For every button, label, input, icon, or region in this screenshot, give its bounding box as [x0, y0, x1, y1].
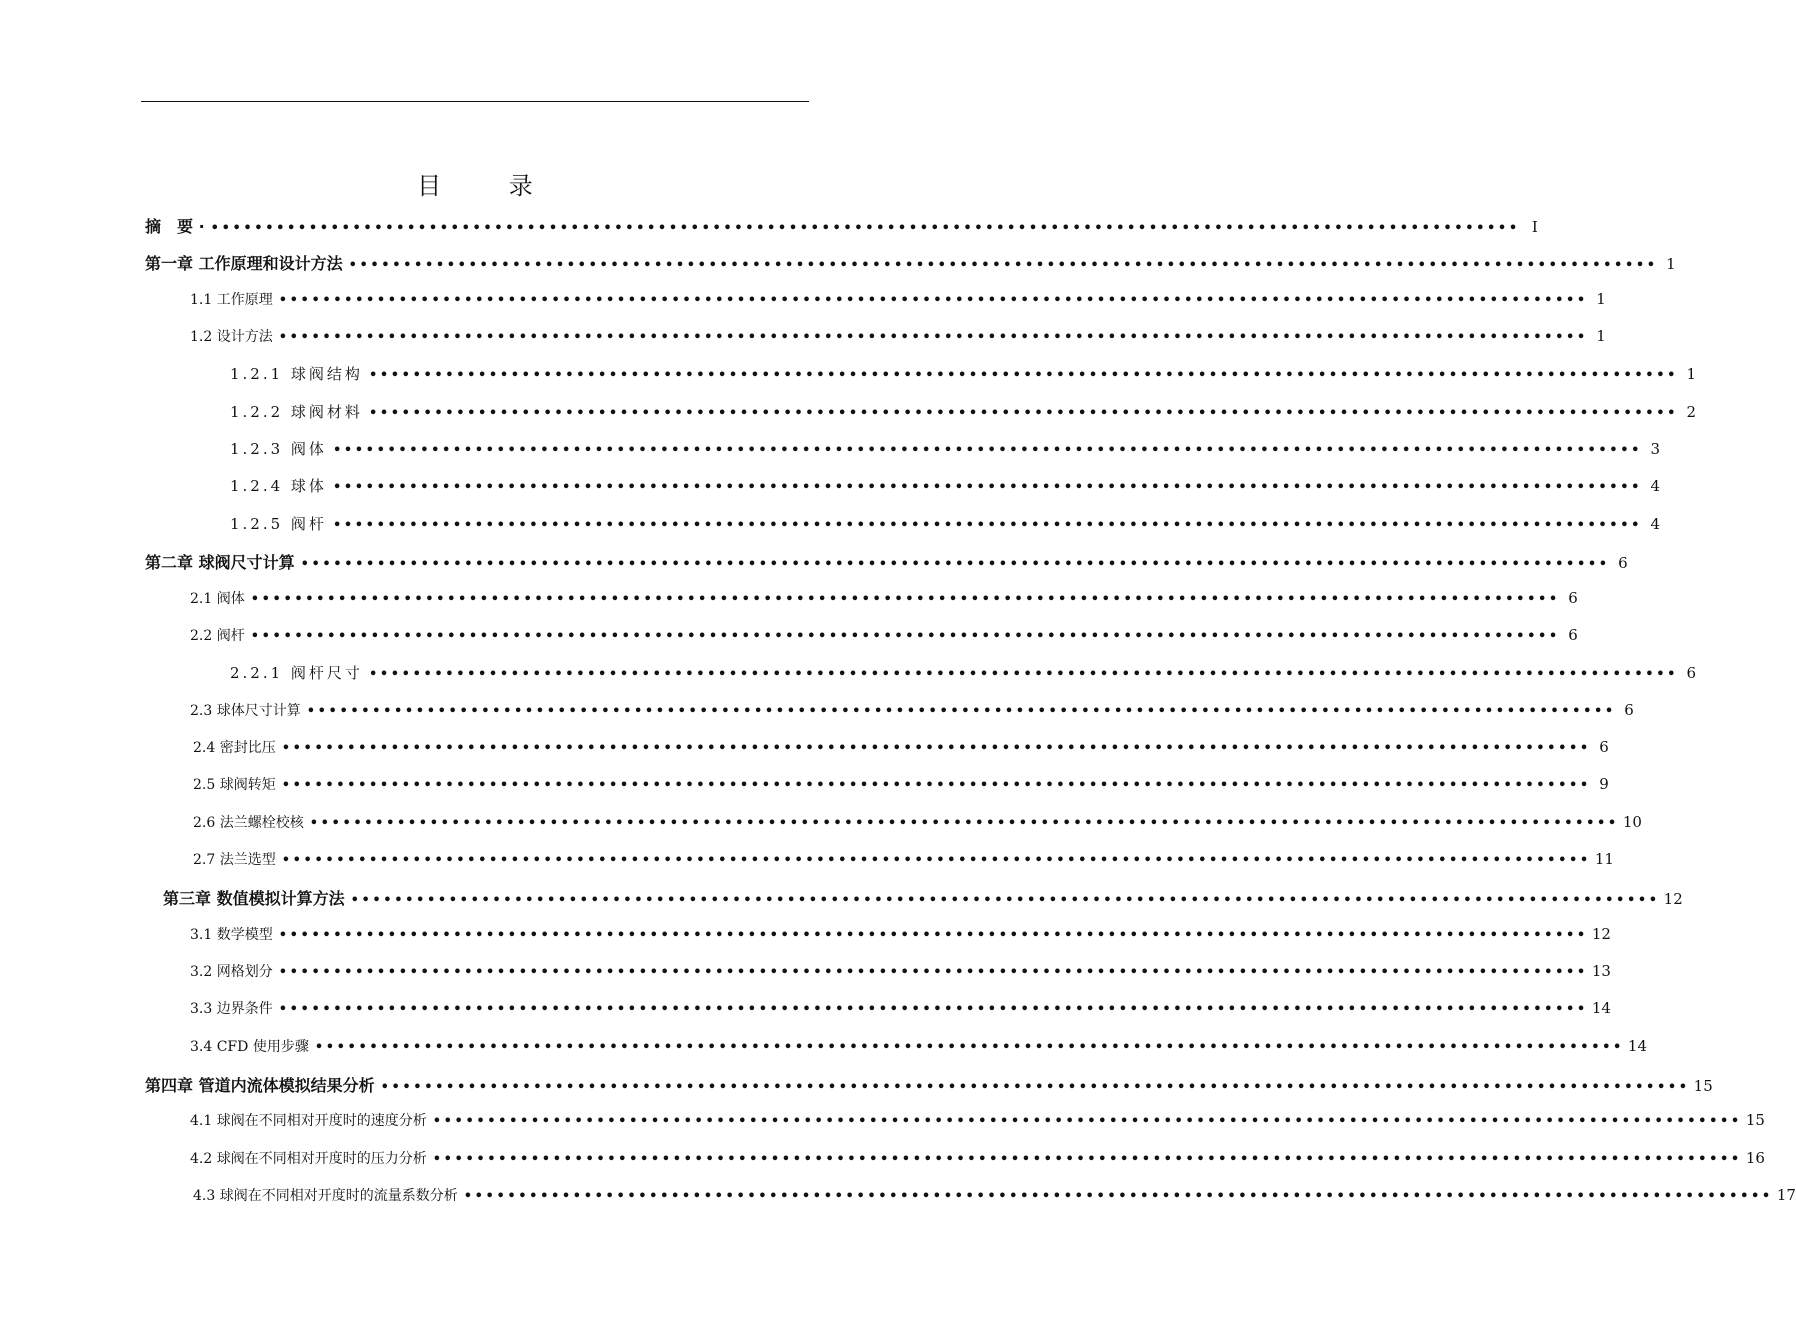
toc-entry-page-number: 14 — [1627, 1037, 1648, 1055]
dot-leader: •••••••••••••••••••••••••••••••••••••••••••••••••••••••••••••••••••••••••••••••••••••••••••••••••••••••••••••••••••••••• — [281, 853, 1591, 868]
toc-entry[interactable] — [190, 289, 1606, 313]
dot-leader: •••••••••••••••••••••••••••••••••••••••••••••••••••••••••••••••••••••••••••••••••••••••••••••••••••••••••••••••••••••••• — [368, 368, 1679, 383]
dot-leader: •••••••••••••••••••••••••••••••••••••••••••••••••••••••••••••••••••••••••••••••••••••••••••••••••••••••••••••••••••••••• — [278, 928, 1588, 943]
dot-leader: •••••••••••••••••••••••••••••••••••••••••••••••••••••••••••••••••••••••••••••••••••••••••••••••••••••••••••••••••••••••• — [368, 406, 1679, 421]
toc-entry[interactable] — [163, 886, 1683, 910]
toc-entry-page-number: 6 — [1686, 664, 1697, 682]
toc-entry[interactable] — [190, 700, 1634, 724]
toc-entry-label: 第三章 数值模拟计算方法 — [163, 889, 345, 908]
toc-entry-label: 第二章 球阀尺寸计算 — [145, 553, 295, 572]
toc-entry-page-number: 6 — [1618, 554, 1628, 572]
dot-leader: •••••••••••••••••••••••••••••••••••••••••••••••••••••••••••••••••••••••••••••••••••••••••••••••••••••••••••••••••••••••• — [300, 557, 1610, 572]
toc-entry[interactable] — [190, 1110, 1765, 1134]
toc-entry[interactable] — [190, 326, 1606, 350]
toc-entry-page-number: 4 — [1650, 477, 1661, 495]
toc-entry-page-number: 13 — [1591, 962, 1611, 980]
toc-entry-page-number: 12 — [1663, 890, 1683, 908]
dot-leader: •••••••••••••••••••••••••••••••••••••••••••••••••••••••••••••••••••••••••••••••••••••••••••••••••••••••••••••••••••••••• — [332, 443, 1643, 458]
toc-entry[interactable] — [190, 588, 1578, 612]
toc-entry-label: 2.2.1 阀杆尺寸 — [230, 664, 363, 682]
toc-entry-label: 3.2 网格划分 — [190, 964, 273, 980]
toc-entry[interactable] — [190, 1148, 1765, 1172]
toc-entry-label: 第一章 工作原理和设计方法 — [145, 254, 343, 273]
toc-entry-label: 3.3 边界条件 — [190, 1001, 273, 1017]
dot-leader: •••••••••••••••••••••••••••••••••••••••••••••••••••••••••••••••••••••••••••••••••••••••••••••••••••••••••••••••••••••••• — [250, 629, 1560, 644]
toc-entry-label: 2.4 密封比压 — [193, 740, 276, 756]
toc-entry-label: 2.5 球阀转矩 — [193, 777, 276, 793]
dot-leader: •••••••••••••••••••••••••••••••••••••••••••••••••••••••••••••••••••••••••••••••••••••••••••••••••••••••••••••••••••••••• — [278, 1002, 1588, 1017]
toc-entry-page-number: 3 — [1650, 440, 1661, 458]
toc-entry-page-number: 1 — [1596, 290, 1606, 308]
toc-entry[interactable] — [230, 513, 1661, 537]
dot-leader: •••••••••••••••••••••••••••••••••••••••••••••••••••••••••••••••••••••••••••••••••••••••••••••••••••••••••••••••••••••••• — [210, 221, 1520, 236]
toc-entry-label: 1.2 设计方法 — [190, 329, 273, 345]
toc-entry-label: 2.2 阀杆 — [190, 628, 245, 644]
toc-entry-label: 4.3 球阀在不同相对开度时的流量系数分析 — [193, 1188, 458, 1204]
dot-leader: •••••••••••••••••••••••••••••••••••••••••••••••••••••••••••••••••••••••••••••••••••••••••••••••••••••••••••••••••••••••• — [332, 518, 1643, 533]
toc-entry[interactable] — [193, 1185, 1796, 1209]
toc-entry-page-number: 15 — [1693, 1077, 1713, 1095]
toc-entry-page-number: 1 — [1666, 255, 1676, 273]
toc-entry-label: 1.2.1 球阀结构 — [230, 365, 363, 383]
dot-leader: •••••••••••••••••••••••••••••••••••••••••••••••••••••••••••••••••••••••••••••••••••••••••••••••••••••••••••••••••••••••• — [368, 667, 1679, 682]
toc-entry-label: 1.2.2 球阀材料 — [230, 403, 363, 421]
page-title: 目 录 — [417, 172, 563, 200]
toc-entry-label: 4.2 球阀在不同相对开度时的压力分析 — [190, 1151, 427, 1167]
dot-leader: •••••••••••••••••••••••••••••••••••••••••••••••••••••••••••••••••••••••••••••••••••••••••••••••••••••••••••••••••••••••• — [350, 893, 1660, 908]
toc-entry-page-number: 6 — [1599, 738, 1609, 756]
dot-leader: •••••••••••••••••••••••••••••••••••••••••••••••••••••••••••••••••••••••••••••••••••••••••••••••••••••••••••••••••••••••• — [332, 480, 1643, 495]
toc-entry[interactable] — [193, 774, 1609, 798]
toc-entry-page-number: 11 — [1594, 850, 1614, 868]
toc-entry[interactable] — [145, 214, 1538, 238]
toc-entry-page-number: 6 — [1568, 589, 1578, 607]
toc-entry[interactable] — [230, 662, 1697, 686]
toc-entry[interactable] — [230, 475, 1661, 499]
toc-entry-page-number: 12 — [1591, 925, 1611, 943]
dot-leader: •••••••••••••••••••••••••••••••••••••••••••••••••••••••••••••••••••••••••••••••••••••••••••••••••••••••••••••••••••••••• — [281, 778, 1591, 793]
dot-leader: •••••••••••••••••••••••••••••••••••••••••••••••••••••••••••••••••••••••••••••••••••••••••••••••••••••••••••••••••••••••• — [306, 704, 1616, 719]
dot-leader: •••••••••••••••••••••••••••••••••••••••••••••••••••••••••••••••••••••••••••••••••••••••••••••••••••••••••••••••••••••••• — [432, 1152, 1742, 1167]
toc-entry[interactable] — [190, 961, 1611, 985]
toc-entry[interactable] — [145, 550, 1628, 574]
toc-entry-page-number: 14 — [1591, 999, 1611, 1017]
toc-entry-page-number: 9 — [1599, 775, 1609, 793]
toc-entry[interactable] — [230, 363, 1697, 387]
toc-entry[interactable] — [145, 1073, 1713, 1097]
dot-leader: •••••••••••••••••••••••••••••••••••••••••••••••••••••••••••••••••••••••••••••••••••••••••••••••••••••••••••••••••••••••• — [314, 1040, 1624, 1055]
toc-entry-label: 3.1 数学模型 — [190, 927, 273, 943]
toc-entry-page-number: 15 — [1745, 1111, 1765, 1129]
dot-leader: •••••••••••••••••••••••••••••••••••••••••••••••••••••••••••••••••••••••••••••••••••••••••••••••••••••••••••••••••••••••• — [281, 741, 1591, 756]
toc-entry[interactable] — [190, 924, 1611, 948]
dot-leader: •••••••••••••••••••••••••••••••••••••••••••••••••••••••••••••••••••••••••••••••••••••••••••••••••••••••••••••••••••••••• — [278, 330, 1588, 345]
toc-entry[interactable] — [193, 737, 1609, 761]
toc-entry-label: 2.6 法兰螺栓校核 — [193, 815, 304, 831]
toc-entry-label: 2.3 球体尺寸计算 — [190, 703, 301, 719]
toc-entry-page-number: 17 — [1776, 1186, 1796, 1204]
toc-entry[interactable] — [190, 1036, 1648, 1060]
toc-entry-page-number: 6 — [1568, 626, 1578, 644]
dot-leader: •••••••••••••••••••••••••••••••••••••••••••••••••••••••••••••••••••••••••••••••••••••••••••••••••••••••••••••••••••••••• — [432, 1114, 1742, 1129]
toc-entry-label: 2.7 法兰选型 — [193, 852, 276, 868]
toc-entry[interactable] — [230, 438, 1661, 462]
toc-entry-page-number: 4 — [1650, 515, 1661, 533]
toc-entry-page-number: 1 — [1686, 365, 1697, 383]
toc-entry-label: 1.2.3 阀体 — [230, 440, 327, 458]
dot-leader: •••••••••••••••••••••••••••••••••••••••••••••••••••••••••••••••••••••••••••••••••••••••••••••••••••••••••••••••••••••••• — [380, 1080, 1690, 1095]
toc-entry-label: 1.2.4 球体 — [230, 477, 327, 495]
toc-entry[interactable] — [190, 625, 1578, 649]
toc-entry-page-number: 10 — [1622, 813, 1642, 831]
toc-entry-page-number: 2 — [1686, 403, 1697, 421]
dot-leader: •••••••••••••••••••••••••••••••••••••••••••••••••••••••••••••••••••••••••••••••••••••••••••••••••••••••••••••••••••••••• — [278, 293, 1588, 308]
toc-entry-page-number: 6 — [1624, 701, 1634, 719]
toc-entry-page-number: I — [1531, 218, 1538, 236]
toc-entry[interactable] — [145, 251, 1676, 275]
toc-entry[interactable] — [190, 998, 1611, 1022]
toc-entry-label: 2.1 阀体 — [190, 591, 245, 607]
toc-entry-label: 4.1 球阀在不同相对开度时的速度分析 — [190, 1113, 427, 1129]
toc-entry-label: 摘 要 · — [145, 217, 205, 236]
toc-entry-label: 1.2.5 阀杆 — [230, 515, 327, 533]
toc-entry-label: 1.1 工作原理 — [190, 292, 273, 308]
dot-leader: •••••••••••••••••••••••••••••••••••••••••••••••••••••••••••••••••••••••••••••••••••••••••••••••••••••••••••••••••••••••• — [278, 965, 1588, 980]
toc-entry[interactable] — [193, 812, 1642, 836]
toc-entry-label: 3.4 CFD 使用步骤 — [190, 1039, 309, 1055]
toc-entry-page-number: 16 — [1745, 1149, 1765, 1167]
dot-leader: •••••••••••••••••••••••••••••••••••••••••••••••••••••••••••••••••••••••••••••••••••••••••••••••••••••••••••••••••••••••• — [348, 258, 1658, 273]
toc-entry[interactable] — [230, 401, 1697, 425]
toc-entry-label: 第四章 管道内流体模拟结果分析 — [145, 1076, 375, 1095]
dot-leader: •••••••••••••••••••••••••••••••••••••••••••••••••••••••••••••••••••••••••••••••••••••••••••••••••••••••••••••••••••••••• — [309, 816, 1619, 831]
toc-entry[interactable] — [193, 849, 1614, 873]
dot-leader: •••••••••••••••••••••••••••••••••••••••••••••••••••••••••••••••••••••••••••••••••••••••••••••••••••••••••••••••••••••••• — [250, 592, 1560, 607]
toc-entry-page-number: 1 — [1596, 327, 1606, 345]
dot-leader: •••••••••••••••••••••••••••••••••••••••••••••••••••••••••••••••••••••••••••••••••••••••••••••••••••••••••••••••••••••••• — [463, 1189, 1773, 1204]
